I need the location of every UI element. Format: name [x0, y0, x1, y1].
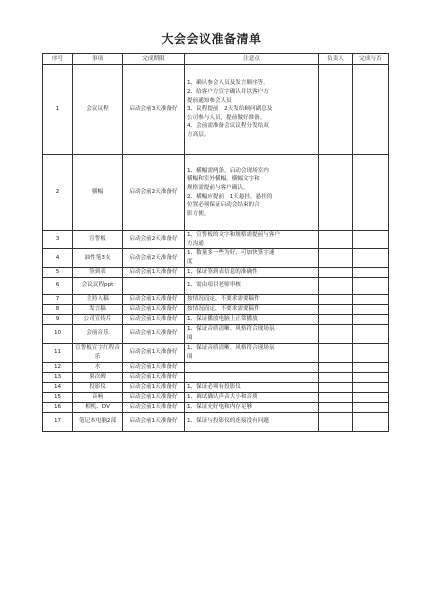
cell-item: 果次碑 — [73, 372, 123, 382]
cell-owner — [319, 231, 353, 249]
cell-deadline: 启动会前1天准备好 — [123, 392, 185, 402]
cell-deadline: 启动会前2天准备好 — [123, 249, 185, 267]
cell-owner — [319, 392, 353, 402]
cell-seq: 3 — [43, 231, 73, 249]
cell-done — [353, 343, 389, 362]
cell-done — [353, 304, 389, 314]
cell-done — [353, 294, 389, 304]
cell-item: 会议议程ppt — [73, 277, 123, 294]
cell-item: 宣誓板宣字红程音乐 — [73, 343, 123, 362]
note-line: 1、横幅需两条，启动会现场室内 — [187, 167, 269, 174]
cell-seq: 6 — [43, 277, 73, 294]
cell-seq: 14 — [43, 382, 73, 392]
note-line: 1、保证签到表信息的准确性 — [187, 268, 258, 275]
cell-item: 会议议程 — [73, 65, 123, 155]
note-line: 按情况而定，不要求需要稿件 — [187, 295, 260, 302]
cell-owner — [319, 362, 353, 372]
cell-item: 发言稿 — [73, 304, 123, 314]
cell-deadline: 启动会前1天准备好 — [123, 314, 185, 324]
note-line: 影方便。 — [187, 210, 210, 217]
cell-owner — [319, 155, 353, 231]
cell-seq: 15 — [43, 392, 73, 402]
cell-deadline: 启动会前1天准备好 — [123, 267, 185, 277]
cell-done — [353, 362, 389, 372]
note-line: 位置必须保证启动会结束的合 — [187, 202, 260, 209]
table-body — [43, 65, 389, 432]
table-row — [43, 372, 389, 382]
cell-owner — [319, 412, 353, 431]
header-seq: 序号 — [43, 54, 73, 65]
note-line: 方沟通 — [187, 240, 204, 247]
table-row — [43, 294, 389, 304]
table-row — [43, 304, 389, 314]
cell-item: 水 — [73, 362, 123, 372]
cell-notes — [185, 249, 319, 267]
cell-deadline: 启动会前1天准备好 — [123, 412, 185, 431]
table-row — [43, 277, 389, 294]
cell-deadline — [123, 277, 185, 294]
cell-seq: 4 — [43, 249, 73, 267]
note-line: 1、保证音质清晰、风格符合现场氛 — [187, 344, 275, 351]
note-line: 提前通知参会人员 — [187, 97, 232, 104]
cell-owner — [319, 294, 353, 304]
cell-deadline: 启动会前3天准备好 — [123, 65, 185, 155]
note-line: 按情况而定，不要求需要稿件 — [187, 305, 260, 312]
note-line: 1、需由项目老师审核 — [187, 282, 241, 289]
table-row — [43, 155, 389, 231]
cell-owner — [319, 277, 353, 294]
cell-deadline: 启动会前2天准备好 — [123, 155, 185, 231]
table-row — [43, 324, 389, 343]
cell-item: 横幅 — [73, 155, 123, 231]
table-row — [43, 267, 389, 277]
cell-done — [353, 382, 389, 392]
note-line: 2、给客户方宣字确认并以客户方 — [187, 88, 269, 95]
note-line: 1、保证播放电脑上正常播放 — [187, 315, 258, 322]
note-line: 规格需提前与客户确认。 — [187, 184, 249, 191]
cell-done — [353, 277, 389, 294]
cell-owner — [319, 65, 353, 155]
note-line: 1、保证充好电和内存足够 — [187, 403, 253, 410]
cell-notes — [185, 155, 319, 231]
note-line: 1、宣誓板的文字和规格需提前与客户 — [187, 232, 281, 238]
cell-seq: 1 — [43, 65, 73, 155]
cell-seq: 2 — [43, 155, 73, 231]
cell-item: 音响 — [73, 392, 123, 402]
table-row — [43, 362, 389, 372]
cell-notes — [185, 343, 319, 362]
cell-seq: 9 — [43, 314, 73, 324]
cell-done — [353, 324, 389, 343]
cell-seq: 11 — [43, 343, 73, 362]
cell-seq: 17 — [43, 412, 73, 431]
note-line: 围 — [187, 353, 193, 360]
cell-notes — [185, 392, 319, 402]
cell-done — [353, 392, 389, 402]
cell-notes — [185, 402, 319, 412]
cell-owner — [319, 343, 353, 362]
cell-deadline: 启动会前1天准备好 — [123, 372, 185, 382]
header-owner: 负责人 — [319, 54, 353, 65]
table-row — [43, 231, 389, 249]
cell-done — [353, 412, 389, 431]
cell-notes — [185, 231, 319, 249]
cell-deadline: 启动会前2天准备好 — [123, 231, 185, 249]
header-done: 完成与否 — [353, 54, 389, 65]
table-row — [43, 392, 389, 402]
cell-deadline: 启动会前1天准备好 — [123, 304, 185, 314]
cell-notes — [185, 267, 319, 277]
cell-item: 签到表 — [73, 267, 123, 277]
table-row — [43, 249, 389, 267]
cell-notes — [185, 277, 319, 294]
cell-done — [353, 249, 389, 267]
table-row — [43, 65, 389, 155]
cell-owner — [319, 249, 353, 267]
table-row — [43, 402, 389, 412]
cell-done — [353, 402, 389, 412]
cell-done — [353, 231, 389, 249]
table-header-row — [43, 54, 389, 65]
cell-owner — [319, 304, 353, 314]
note-line: 1、调试确认声音大小和音质 — [187, 393, 258, 400]
note-line: 1、确认参会人员及发言顺序等。 — [187, 80, 269, 87]
note-line: 1、数量多一些为好，可加快签字速 — [187, 250, 275, 257]
table-row — [43, 382, 389, 392]
note-line: 公司参与人员，提前做好准备。 — [187, 114, 266, 121]
header-item: 事项 — [73, 54, 123, 65]
cell-done — [353, 155, 389, 231]
cell-notes — [185, 372, 319, 382]
cell-deadline: 启动会前1天准备好 — [123, 362, 185, 372]
header-deadline: 完成期限 — [123, 54, 185, 65]
cell-done — [353, 314, 389, 324]
cell-seq: 5 — [43, 267, 73, 277]
cell-deadline: 启动会前1天准备好 — [123, 294, 185, 304]
cell-owner — [319, 382, 353, 392]
note-line: 4、会前需准备会议议程分发给双 — [187, 123, 269, 130]
cell-notes — [185, 294, 319, 304]
note-line: 围 — [187, 334, 193, 341]
cell-done — [353, 267, 389, 277]
cell-notes — [185, 412, 319, 431]
cell-item: 会前音乐 — [73, 324, 123, 343]
cell-item: 公司宣传片 — [73, 314, 123, 324]
cell-item: 投影仪 — [73, 382, 123, 392]
note-line: 1、保证与投影仪的连接没有问题 — [187, 418, 269, 425]
cell-done — [353, 65, 389, 155]
page-title: 大会会议准备清单 — [161, 32, 262, 46]
cell-item: 笔记本电脑2部 — [73, 412, 123, 431]
note-line: 1、保证音质清晰、风格符合现场氛 — [187, 325, 275, 332]
cell-item: 油性笔3支 — [73, 249, 123, 267]
preparation-checklist-table — [42, 53, 389, 432]
table-row — [43, 314, 389, 324]
cell-owner — [319, 372, 353, 382]
cell-seq: 16 — [43, 402, 73, 412]
cell-notes — [185, 382, 319, 392]
cell-item: 宣誓板 — [73, 231, 123, 249]
cell-deadline: 启动会前1天准备好 — [123, 382, 185, 392]
cell-notes — [185, 324, 319, 343]
cell-notes — [185, 362, 319, 372]
cell-notes — [185, 65, 319, 155]
cell-notes — [185, 314, 319, 324]
cell-done — [353, 372, 389, 382]
cell-seq: 10 — [43, 324, 73, 343]
cell-deadline: 启动会前1天准备好 — [123, 402, 185, 412]
note-line: 2、横幅应提前 1天悬挂，悬挂的 — [187, 193, 273, 200]
cell-seq: 8 — [43, 304, 73, 314]
cell-item: 相机、DV — [73, 402, 123, 412]
note-line: 3、议程提前 2天发给顾问副总及 — [187, 106, 273, 113]
note-line: 横幅和室外横幅，横幅文字和 — [187, 176, 260, 183]
cell-seq: 13 — [43, 372, 73, 382]
cell-owner — [319, 267, 353, 277]
cell-item: 主持人稿 — [73, 294, 123, 304]
header-notes: 注意点 — [185, 54, 319, 65]
cell-seq: 7 — [43, 294, 73, 304]
cell-owner — [319, 314, 353, 324]
cell-deadline: 启动会前1天准备好 — [123, 343, 185, 362]
note-line: 方高层。 — [187, 132, 210, 139]
note-line: 1、保证必须有投影仪 — [187, 383, 241, 390]
note-line: 度 — [187, 258, 193, 265]
table-row — [43, 343, 389, 362]
table-row — [43, 412, 389, 431]
cell-deadline: 启动会前1天准备好 — [123, 324, 185, 343]
cell-seq: 12 — [43, 362, 73, 372]
cell-notes — [185, 304, 319, 314]
cell-owner — [319, 324, 353, 343]
cell-owner — [319, 402, 353, 412]
